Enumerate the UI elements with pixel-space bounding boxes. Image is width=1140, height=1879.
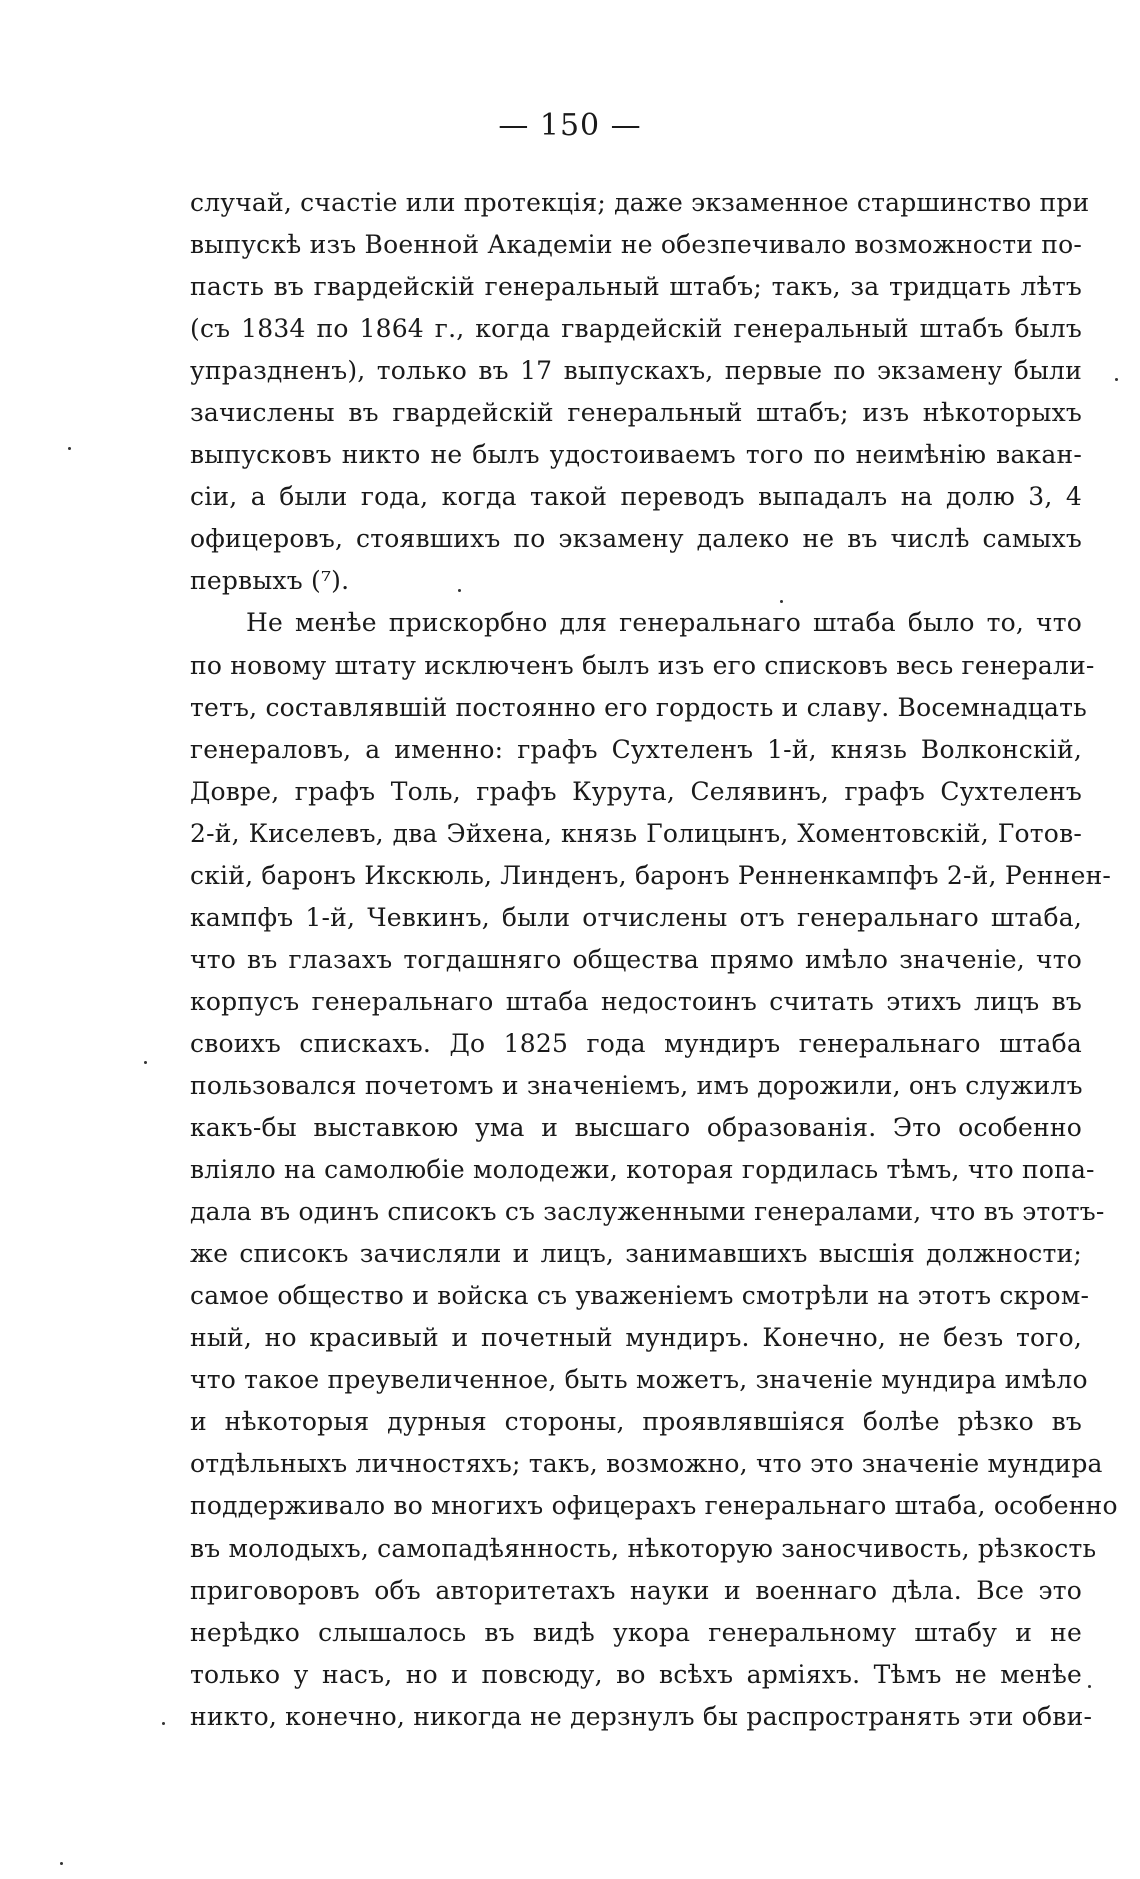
- scan-speck: [780, 600, 783, 603]
- text-line: какъ-бы выставкою ума и высшаго образованія. Это особенно: [190, 1113, 1082, 1143]
- text-line: никто, конечно, никогда не дерзнулъ бы распространять эти обви-: [190, 1701, 1093, 1731]
- text-line: Не менѣе прискорбно для генеральнаго штаба было то, что: [246, 608, 1082, 638]
- text-line: поддерживало во многихъ офицерахъ генеральнаго штаба, особенно: [190, 1491, 1118, 1521]
- text-line: первыхъ (⁷).: [190, 566, 350, 596]
- paragraph-2: [190, 602, 1118, 1737]
- text-line: корпусъ генеральнаго штаба недостоинъ считать этихъ лицъ въ: [190, 986, 1082, 1016]
- text-line: ный, но красивый и почетный мундиръ. Конечно, не безъ того,: [190, 1323, 1082, 1353]
- text-line: и нѣкоторыя дурныя стороны, проявлявшіяся болѣе рѣзко въ: [190, 1407, 1082, 1437]
- text-line: (съ 1834 по 1864 г., когда гвардейскій генеральный штабъ былъ: [190, 314, 1082, 344]
- scan-speck: [458, 589, 461, 592]
- paragraph-1: [190, 182, 1090, 602]
- text-line: нерѣдко слышалось въ видѣ укора генеральному штабу и не: [190, 1617, 1082, 1647]
- scan-speck: [144, 1061, 147, 1064]
- text-line: скій, баронъ Икскюль, Линденъ, баронъ Ренненкампфъ 2-й, Реннен-: [190, 860, 1112, 890]
- text-line: офицеровъ, стоявшихъ по экзамену далеко не въ числѣ самыхъ: [190, 524, 1082, 554]
- text-line: пасть въ гвардейскій генеральный штабъ; такъ, за тридцать лѣтъ: [190, 272, 1082, 302]
- scan-speck: [68, 447, 71, 450]
- text-line: своихъ спискахъ. До 1825 года мундиръ генеральнаго штаба: [190, 1028, 1082, 1058]
- text-line: въ молодыхъ, самопадѣянность, нѣкоторую заносчивость, рѣзкость: [190, 1533, 1097, 1563]
- text-line: зачислены въ гвардейскій генеральный штабъ; изъ нѣкоторыхъ: [190, 398, 1082, 428]
- text-line: пользовался почетомъ и значеніемъ, имъ дорожили, онъ служилъ: [190, 1070, 1083, 1100]
- text-line: вліяло на самолюбіе молодежи, которая гордилась тѣмъ, что попа-: [190, 1155, 1095, 1185]
- text-line: что такое преувеличенное, быть можетъ, значеніе мундира имѣло: [190, 1365, 1088, 1395]
- body-text: [190, 182, 1118, 1738]
- text-line: по новому штату исключенъ былъ изъ его списковъ весь генерали-: [190, 650, 1095, 680]
- page-number: — 150 —: [498, 108, 642, 143]
- text-line: 2-й, Киселевъ, два Эйхена, князь Голицынъ, Хоментовскій, Готов-: [190, 818, 1082, 848]
- text-line: выпускѣ изъ Военной Академіи не обезпечивало возможности по-: [190, 230, 1083, 260]
- text-line: кампфъ 1-й, Чевкинъ, были отчислены отъ генеральнаго штаба,: [190, 902, 1082, 932]
- scan-speck: [1115, 378, 1118, 381]
- text-line: генераловъ, а именно: графъ Сухтеленъ 1-й, князь Волконскій,: [190, 734, 1082, 764]
- text-line: отдѣльныхъ личностяхъ; такъ, возможно, что это значеніе мундира: [190, 1449, 1103, 1479]
- text-line: выпусковъ никто не былъ удостоиваемъ того по неимѣнію вакан-: [190, 440, 1082, 470]
- text-line: Довре, графъ Толь, графъ Курута, Селявинъ, графъ Сухтеленъ: [190, 776, 1082, 806]
- scan-speck: [162, 1722, 165, 1725]
- text-line: же списокъ зачисляли и лицъ, занимавшихъ высшія должности;: [190, 1239, 1082, 1269]
- scan-speck: [1088, 1685, 1091, 1688]
- text-line: упраздненъ), только въ 17 выпускахъ, первые по экзамену были: [190, 356, 1082, 386]
- text-line: тетъ, составлявшій постоянно его гордость и славу. Восемнадцать: [190, 692, 1087, 722]
- text-line: самое общество и войска съ уваженіемъ смотрѣли на этотъ скром-: [190, 1281, 1090, 1311]
- scan-speck: [60, 1862, 63, 1865]
- text-line: что въ глазахъ тогдашняго общества прямо имѣло значеніе, что: [190, 944, 1082, 974]
- text-line: только у насъ, но и повсюду, во всѣхъ арміяхъ. Тѣмъ не менѣе: [190, 1659, 1082, 1689]
- text-line: приговоровъ объ авторитетахъ науки и военнаго дѣла. Все это: [190, 1575, 1082, 1605]
- text-line: дала въ одинъ списокъ съ заслуженными генералами, что въ этотъ-: [190, 1197, 1105, 1227]
- text-line: сіи, а были года, когда такой переводъ выпадалъ на долю 3, 4: [190, 482, 1082, 512]
- text-line: случай, счастіе или протекція; даже экзаменное старшинство при: [190, 188, 1090, 217]
